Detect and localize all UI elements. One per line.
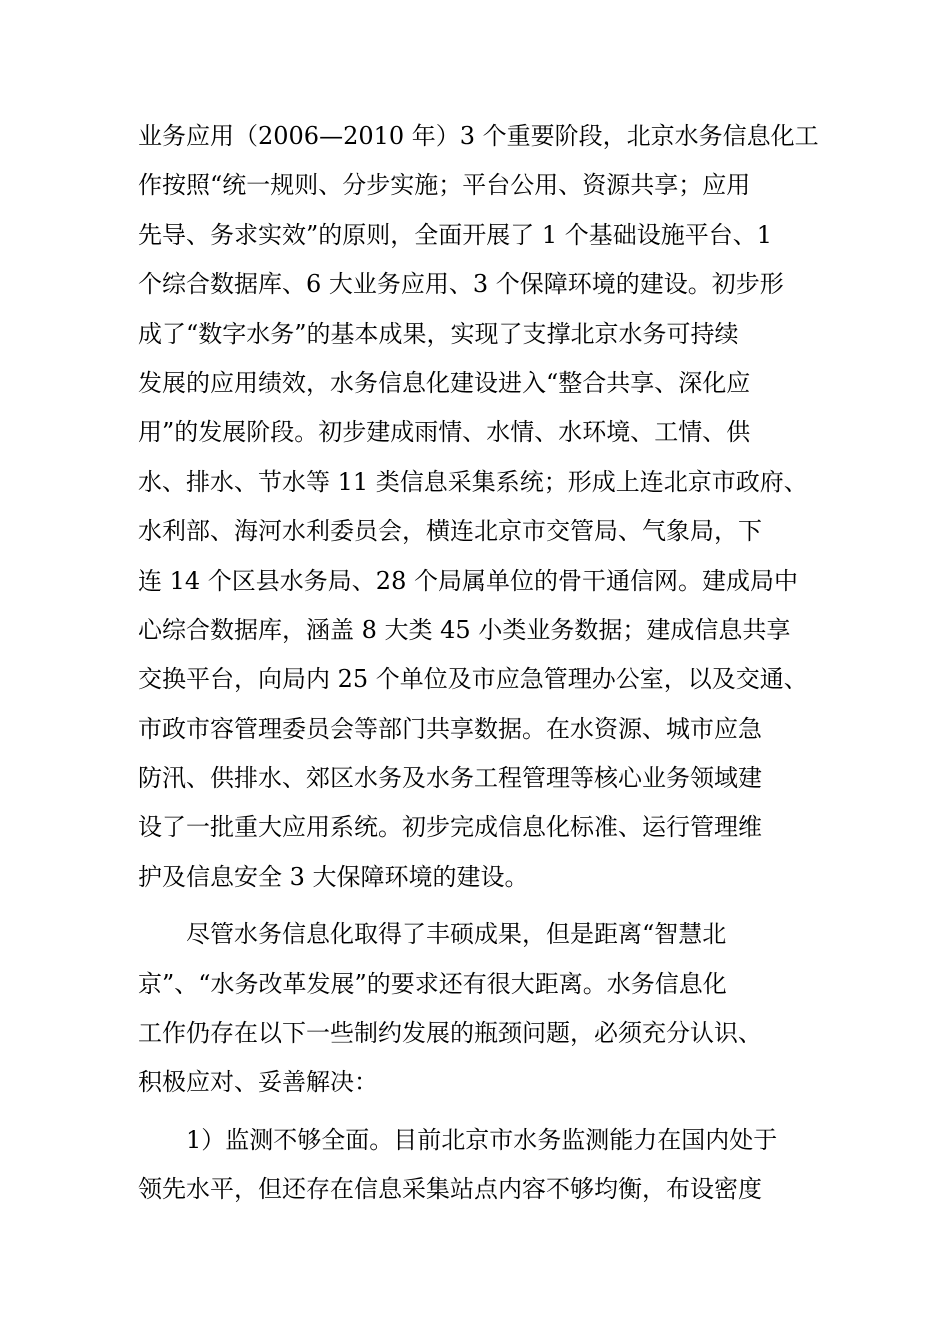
text-line: 先导、务求实效”的原则，全面开展了 1 个基础设施平台、1 bbox=[138, 220, 773, 249]
text-line: 领先水平，但还存在信息采集站点内容不够均衡，布设密度 bbox=[138, 1175, 762, 1204]
text-line: 业务应用（2006—2010 年）3 个重要阶段，北京水务信息化工 bbox=[138, 122, 819, 150]
paragraph-3 bbox=[138, 1116, 838, 1215]
text-line: 水利部、海河水利委员会，横连北京市交管局、气象局，下 bbox=[138, 517, 762, 546]
text-line: 成了“数字水务”的基本成果，实现了支撑北京水务可持续 bbox=[138, 319, 739, 348]
text-line: 市政市容管理委员会等部门共享数据。在水资源、城市应急 bbox=[138, 714, 762, 743]
text-line: 连 14 个区县水务局、28 个局属单位的骨干通信网。建成局中 bbox=[138, 566, 798, 595]
paragraph-2 bbox=[138, 910, 838, 1108]
text-line: 工作仍存在以下一些制约发展的瓶颈问题，必须充分认识、 bbox=[138, 1019, 762, 1048]
text-line: 用”的发展阶段。初步建成雨情、水情、水环境、工情、供 bbox=[138, 418, 751, 447]
text-line: 积极应对、妥善解决： bbox=[138, 1068, 378, 1097]
text-line: 个综合数据库、6 大业务应用、3 个保障环境的建设。初步形 bbox=[138, 270, 784, 299]
text-line: 设了一批重大应用系统。初步完成信息化标准、运行管理维 bbox=[138, 813, 762, 842]
text-line: 尽管水务信息化取得了丰硕成果，但是距离“智慧北 bbox=[186, 920, 727, 949]
text-line: 护及信息安全 3 大保障环境的建设。 bbox=[138, 862, 529, 891]
text-line: 交换平台，向局内 25 个单位及市应急管理办公室，以及交通、 bbox=[138, 665, 808, 694]
text-line: 作按照“统一规则、分步实施；平台公用、资源共享；应用 bbox=[138, 171, 751, 200]
document-body bbox=[138, 112, 838, 1215]
text-line: 心综合数据库，涵盖 8 大类 45 小类业务数据；建成信息共享 bbox=[138, 615, 791, 644]
text-line: 京”、“水务改革发展”的要求还有很大距离。水务信息化 bbox=[138, 969, 727, 998]
text-line: 1）监测不够全面。目前北京市水务监测能力在国内处于 bbox=[186, 1125, 778, 1154]
text-line: 水、排水、节水等 11 类信息采集系统；形成上连北京市政府、 bbox=[138, 467, 808, 496]
text-line: 发展的应用绩效，水务信息化建设进入“整合共享、深化应 bbox=[138, 368, 751, 397]
text-line: 防汛、供排水、郊区水务及水务工程管理等核心业务领域建 bbox=[138, 764, 762, 793]
paragraph-1 bbox=[138, 112, 838, 902]
